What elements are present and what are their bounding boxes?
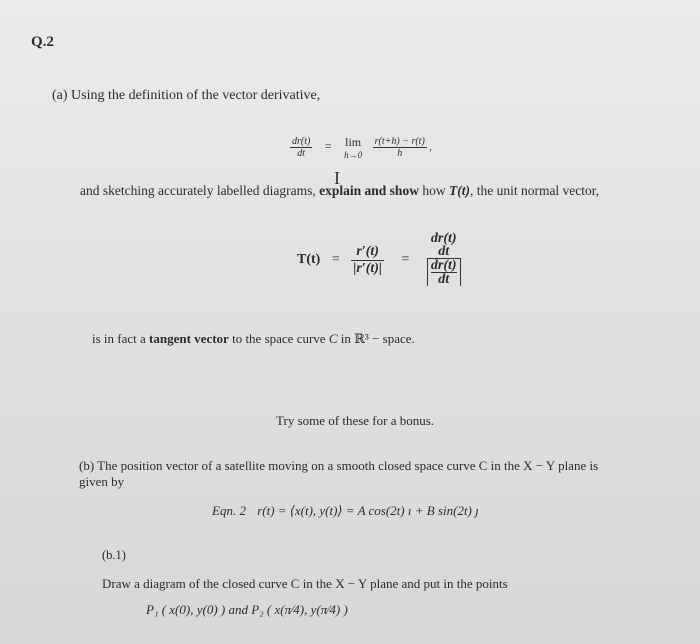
part-a-intro: (a) Using the definition of the vector derivative, (52, 88, 321, 103)
derivative-lhs: $\frac{dr(t)}{dt}$ (292, 136, 311, 159)
r-prime-over-norm: $\frac{r'(t)}{|r'(t)|}$ (353, 243, 382, 276)
equation-2: Eqn. 2 r(t) = ⟨x(t), y(t)⟩ = A cos(2t) ı + B sin(2t) ȷ (212, 503, 479, 518)
part-b1-instruction: Draw a diagram of the closed curve C in the X − Y plane and put in the points (102, 576, 508, 591)
question-number: Q.2 (31, 34, 54, 50)
derivative-definition-equation: $\frac{dr(t)}{dt}$ = lim h→0 $\frac{r(t+h) - r(t)}{h}$ , (292, 135, 432, 160)
part-b1-label: (b.1) (102, 548, 126, 562)
text-cursor-icon: I (334, 168, 340, 188)
bonus-heading: Try some of these for a bonus. (276, 413, 435, 428)
dr-dt-over-norm: dr(t) dt $\frac{dr(t)}{dt}$ (427, 232, 461, 288)
part-b-statement: (b) The position vector of a satellite moving on a smooth closed space curve C in the X − Y plane is given by (79, 458, 599, 489)
sketch-instruction: and sketching accurately labelled diagrams, explain and show how T(t), the unit normal vector, (80, 183, 600, 198)
limit-operator: lim h→0 (344, 135, 363, 160)
points-p1-p2: P₁ ( x(0), y(0) ) and P₂ ( x(π⁄4), y(π⁄4) ) (146, 602, 348, 617)
unit-vector-equation: T(t) = $\frac{r'(t)}{|r'(t)|}$ = dr(t) dt $\frac{dr(t)}{dt}$ (297, 232, 461, 288)
tangent-statement: is in fact a tangent vector to the space curve C in ℝ³ − space. (92, 331, 415, 346)
derivative-rhs: $\frac{r(t+h) - r(t)}{h}$ (374, 136, 425, 159)
